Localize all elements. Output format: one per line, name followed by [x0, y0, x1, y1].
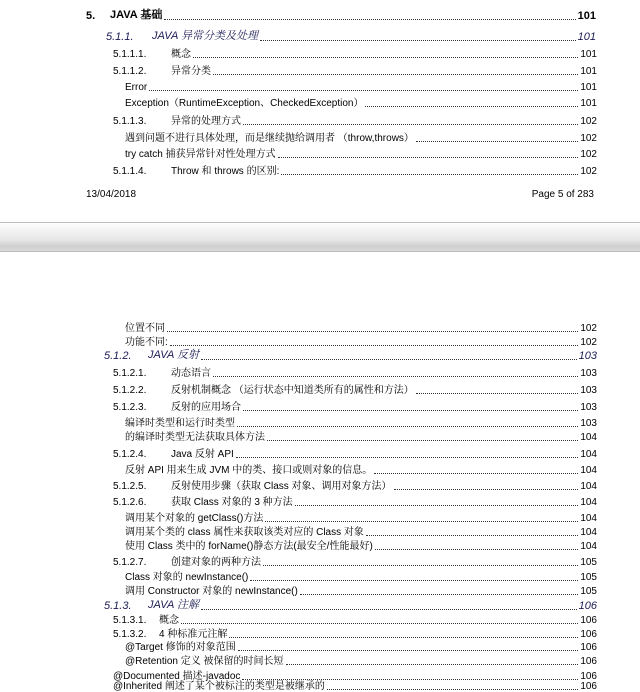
- toc-entry-subsection[interactable]: [113, 380, 597, 396]
- toc-title: Java 反射 API: [171, 449, 234, 460]
- toc-title: 反射机制概念 （运行状态中知道类所有的属性和方法）: [171, 385, 414, 396]
- toc-entry-subsection[interactable]: [113, 444, 597, 460]
- toc-entry-subsection[interactable]: [113, 476, 597, 492]
- toc-title: JAVA 注解: [148, 599, 199, 611]
- toc-title: JAVA 基础: [110, 9, 163, 21]
- toc-leader: [365, 106, 578, 107]
- toc-entry-item[interactable]: [125, 77, 597, 93]
- toc-page: 104: [580, 541, 597, 552]
- toc-leader: [267, 440, 578, 441]
- toc-title: 概念: [159, 615, 179, 626]
- toc-number: 5.1.3.: [104, 600, 132, 612]
- toc-page: 106: [580, 671, 597, 682]
- toc-leader: [164, 19, 575, 20]
- toc-page: 101: [580, 98, 597, 109]
- toc-title: 编译时类型和运行时类型: [125, 418, 235, 429]
- toc-entry-item[interactable]: [125, 427, 597, 443]
- toc-page: 104: [580, 432, 597, 443]
- toc-page: 103: [578, 350, 597, 362]
- toc-leader: [374, 473, 578, 474]
- toc-page: 104: [580, 449, 597, 460]
- toc-page: 102: [580, 149, 597, 160]
- page-separator-top-edge: [0, 222, 640, 223]
- toc-entry-subsection[interactable]: [113, 552, 597, 568]
- toc-number: 5.1.1.4.: [113, 166, 147, 177]
- toc-leader: [327, 689, 578, 690]
- toc-leader: [278, 157, 579, 158]
- toc-number: 5.1.2.3.: [113, 402, 147, 413]
- toc-page: 106: [580, 615, 597, 626]
- toc-page: 106: [580, 642, 597, 653]
- toc-number: 5.1.2.1.: [113, 368, 147, 379]
- toc-title: @Documented 描述-javadoc: [113, 671, 241, 682]
- toc-title: 反射使用步骤（获取 Class 对象、调用对象方法）: [171, 481, 392, 492]
- toc-page: 104: [580, 527, 597, 538]
- toc-number: 5.1.1.2.: [113, 66, 147, 77]
- toc-entry-subsection[interactable]: [113, 161, 597, 177]
- toc-title: 调用 Constructor 对象的 newInstance(): [125, 586, 298, 597]
- toc-page: 103: [580, 402, 597, 413]
- toc-title: Throw 和 throws 的区别:: [171, 166, 280, 177]
- toc-page: 106: [580, 629, 597, 640]
- toc-page: 104: [580, 497, 597, 508]
- toc-leader: [236, 457, 579, 458]
- toc-page: 101: [580, 49, 597, 60]
- toc-number: 5.: [86, 10, 96, 22]
- toc-number: 5.1.3.1.: [113, 615, 147, 626]
- toc-leader: [243, 410, 578, 411]
- toc-title: JAVA 异常分类及处理: [152, 30, 258, 42]
- toc-title: 遇到问题不进行具体处理，而是继续抛给调用者 （throw,throws）: [125, 133, 414, 144]
- toc-leader: [416, 393, 579, 394]
- footer-date: 13/04/2018: [86, 189, 137, 200]
- toc-page: 101: [580, 66, 597, 77]
- toc-number: 5.1.1.1.: [113, 49, 147, 60]
- toc-entry-item[interactable]: [113, 676, 597, 692]
- page-footer: [86, 189, 594, 203]
- toc-page: 106: [580, 656, 597, 667]
- toc-number: 5.1.2.5.: [113, 481, 147, 492]
- toc-title: 概念: [171, 49, 191, 60]
- toc-title: 获取 Class 对象的 3 种方法: [171, 497, 293, 508]
- toc-title: Error: [125, 82, 148, 93]
- toc-title: 调用某个对象的 getClass()方法: [125, 513, 264, 524]
- toc-number: 5.1.1.: [106, 31, 134, 43]
- toc-entry-section[interactable]: [106, 27, 596, 43]
- toc-number: 5.1.2.6.: [113, 497, 147, 508]
- toc-page: 105: [580, 557, 597, 568]
- toc-title: @Retention 定义 被保留的时间长短: [125, 656, 284, 667]
- toc-title: 调用某个类的 class 属性来获取该类对应的 Class 对象: [125, 527, 364, 538]
- toc-leader: [260, 40, 576, 41]
- toc-page: 101: [580, 82, 597, 93]
- toc-entry-subsection[interactable]: [113, 397, 597, 413]
- toc-title: JAVA 反射: [148, 349, 199, 361]
- toc-title: 创建对象的两种方法: [171, 557, 261, 568]
- toc-page: 102: [580, 337, 597, 348]
- toc-page: 103: [580, 418, 597, 429]
- toc-leader: [281, 174, 578, 175]
- toc-title: 的编译时类型无法获取具体方法: [125, 432, 265, 443]
- toc-page: 104: [580, 513, 597, 524]
- toc-page: 102: [580, 133, 597, 144]
- toc-leader: [201, 359, 577, 360]
- toc-leader: [213, 376, 578, 377]
- toc-leader: [243, 124, 578, 125]
- toc-title: 动态语言: [171, 368, 211, 379]
- toc-entry-item[interactable]: [125, 460, 597, 476]
- toc-entry-item[interactable]: [125, 128, 597, 144]
- toc-title: Class 对象的 newInstance(): [125, 572, 249, 583]
- toc-entry-subsection[interactable]: [113, 363, 597, 379]
- toc-number: 5.1.2.4.: [113, 449, 147, 460]
- toc-entry-subsection[interactable]: [113, 492, 597, 508]
- toc-leader: [263, 565, 578, 566]
- toc-leader: [286, 664, 579, 665]
- toc-title: 位置不同: [125, 323, 165, 334]
- toc-leader: [295, 505, 579, 506]
- toc-title: 功能不同:: [125, 337, 168, 348]
- toc-number: 5.1.2.7.: [113, 557, 147, 568]
- document-page-top: [0, 0, 640, 222]
- toc-title: @Target 修饰的对象范围: [125, 642, 236, 653]
- toc-page: 102: [580, 323, 597, 334]
- toc-page: 105: [580, 586, 597, 597]
- toc-page: 103: [580, 368, 597, 379]
- toc-number: 5.1.2.: [104, 350, 132, 362]
- toc-leader: [193, 57, 578, 58]
- page-separator: [0, 222, 640, 252]
- toc-leader: [394, 489, 579, 490]
- toc-title: 异常分类: [171, 66, 211, 77]
- toc-title: Exception（RuntimeException、CheckedException）: [125, 98, 364, 109]
- toc-page: 101: [577, 31, 596, 43]
- toc-entry-section[interactable]: [104, 346, 597, 362]
- toc-entry-item[interactable]: [125, 93, 597, 109]
- toc-leader: [375, 549, 579, 550]
- toc-page: 106: [580, 681, 597, 692]
- toc-title: 4 种标准元注解: [159, 629, 228, 640]
- toc-page: 106: [578, 600, 597, 612]
- toc-entry-item[interactable]: [125, 536, 597, 552]
- toc-entry-subsection[interactable]: [113, 111, 597, 127]
- toc-page: 103: [580, 385, 597, 396]
- footer-page-label: Page 5 of 283: [531, 189, 594, 200]
- toc-entry-item[interactable]: [125, 651, 597, 667]
- toc-page: 104: [580, 481, 597, 492]
- toc-number: 5.1.3.2.: [113, 629, 147, 640]
- toc-entry-item[interactable]: [125, 144, 597, 160]
- toc-number: 5.1.2.2.: [113, 385, 147, 396]
- toc-page: 102: [580, 166, 597, 177]
- document-page-bottom: [0, 252, 640, 692]
- toc-number: 5.1.1.3.: [113, 116, 147, 127]
- toc-entry-subsection[interactable]: [113, 61, 597, 77]
- toc-title: try catch 捕获异常针对性处理方式: [125, 149, 276, 160]
- toc-page: 104: [580, 465, 597, 476]
- toc-entry-subsection[interactable]: [113, 44, 597, 60]
- toc-leader: [416, 141, 578, 142]
- toc-leader: [300, 594, 578, 595]
- toc-entry-chapter[interactable]: [86, 6, 596, 22]
- toc-title: 使用 Class 类中的 forName()静态方法(最安全/性能最好): [125, 541, 373, 552]
- toc-title: 异常的处理方式: [171, 116, 241, 127]
- toc-entry-item[interactable]: [125, 581, 597, 597]
- toc-leader: [213, 74, 578, 75]
- toc-page: 105: [580, 572, 597, 583]
- toc-page: 102: [580, 116, 597, 127]
- toc-title: @Inherited 阐述了某个被标注的类型是被继承的: [113, 681, 325, 692]
- toc-leader: [149, 90, 578, 91]
- toc-page: 101: [577, 10, 596, 22]
- toc-title: 反射的应用场合: [171, 402, 241, 413]
- toc-title: 反射 API 用来生成 JVM 中的类、接口或则对象的信息。: [125, 465, 373, 476]
